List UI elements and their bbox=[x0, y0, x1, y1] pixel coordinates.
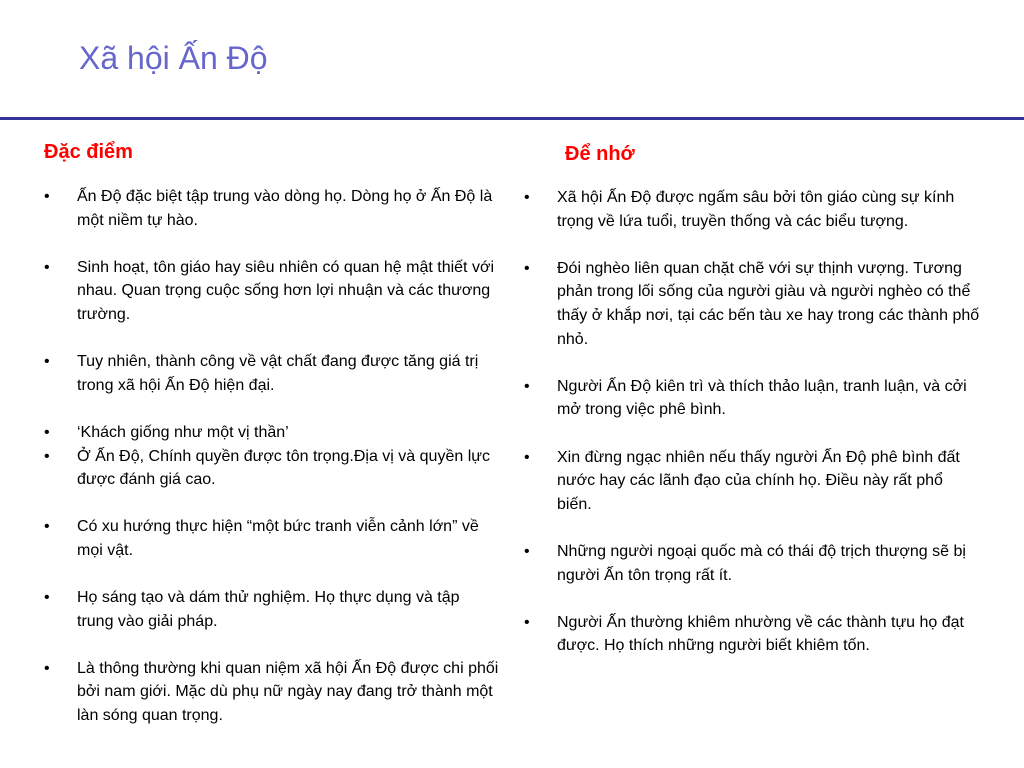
list-item bbox=[44, 515, 500, 562]
list-item-text: Đói nghèo liên quan chặt chẽ với sự thịnh vượng. Tương phản trong lối sống của người giàu và người nghèo có thể thấy ở khắp nơi, tại các bến tàu xe hay trong các thành phố nhỏ. bbox=[557, 259, 980, 348]
characteristics-list bbox=[44, 185, 500, 728]
bullet-icon: • bbox=[44, 518, 50, 536]
bullet-icon: • bbox=[44, 258, 50, 276]
list-item-text: Tuy nhiên, thành công về vật chất đang được tăng giá trị trong xã hội Ấn Độ hiện đại. bbox=[77, 353, 479, 394]
title-divider bbox=[0, 117, 1024, 120]
bullet-icon: • bbox=[44, 447, 50, 465]
bullet-icon: • bbox=[524, 448, 530, 466]
list-item bbox=[44, 421, 500, 445]
bullet-icon: • bbox=[524, 542, 530, 560]
list-item-text: ‘Khách giống như một vị thần’ bbox=[77, 423, 289, 441]
bullet-icon: • bbox=[44, 423, 50, 441]
bullet-icon: • bbox=[44, 188, 50, 205]
list-item bbox=[44, 657, 500, 728]
remember-heading: Để nhớ bbox=[565, 143, 635, 165]
bullet-icon: • bbox=[524, 259, 530, 277]
list-item bbox=[524, 257, 980, 351]
list-item bbox=[44, 185, 500, 232]
list-item-text: Người Ấn thường khiêm nhường về các thành tựu họ đạt được. Họ thích những người biết khiêm tốn. bbox=[557, 613, 964, 655]
list-item-text: Người Ấn Độ kiên trì và thích thảo luận, tranh luận, và cởi mở trong việc phê bình. bbox=[557, 377, 967, 419]
list-item-text: Xin đừng ngạc nhiên nếu thấy người Ấn Độ phê bình đất nước hay các lãnh đạo của chính họ. Điều này rất phổ biến. bbox=[557, 448, 960, 513]
list-item bbox=[524, 611, 980, 658]
list-item bbox=[44, 445, 500, 492]
list-item-text: Ở Ấn Độ, Chính quyền được tôn trọng.Địa vị và quyền lực được đánh giá cao. bbox=[77, 447, 490, 489]
remember-list bbox=[524, 186, 980, 658]
list-item-text: Sinh hoạt, tôn giáo hay siêu nhiên có quan hệ mật thiết với nhau. Quan trọng cuộc sống hơn lợi nhuận và các thương trường. bbox=[77, 258, 494, 323]
list-item-text: Ấn Độ đặc biệt tập trung vào dòng họ. Dòng họ ở Ấn Độ là một niềm tự hào. bbox=[77, 188, 493, 229]
bullet-icon: • bbox=[44, 589, 50, 607]
bullet-icon: • bbox=[44, 353, 50, 371]
list-item bbox=[44, 256, 500, 327]
list-item bbox=[524, 375, 980, 422]
slide-title: Xã hội Ấn Độ bbox=[79, 40, 268, 76]
bullet-icon: • bbox=[44, 659, 50, 677]
list-item-text: Là thông thường khi quan niệm xã hội Ấn Độ được chi phối bởi nam giới. Mặc dù phụ nữ ngày nay đang trở thành một làn sóng quan trọng. bbox=[77, 659, 499, 725]
list-item bbox=[524, 540, 980, 587]
list-item bbox=[44, 350, 500, 397]
list-item-text: Những người ngoại quốc mà có thái độ trịch thượng sẽ bị người Ấn tôn trọng rất ít. bbox=[557, 542, 966, 584]
bullet-icon: • bbox=[524, 377, 530, 395]
bullet-icon: • bbox=[524, 613, 530, 631]
list-item bbox=[44, 586, 500, 633]
characteristics-heading: Đặc điểm bbox=[44, 141, 133, 163]
list-item-text: Có xu hướng thực hiện “một bức tranh viễn cảnh lớn” về mọi vật. bbox=[77, 518, 479, 559]
list-item bbox=[524, 186, 980, 233]
list-item-text: Xã hội Ấn Độ được ngấm sâu bởi tôn giáo cùng sự kính trọng về lứa tuổi, truyền thống và các biểu tượng. bbox=[557, 189, 955, 230]
list-item-text: Họ sáng tạo và dám thử nghiệm. Họ thực dụng và tập trung vào giải pháp. bbox=[77, 589, 460, 630]
bullet-icon: • bbox=[524, 189, 530, 206]
list-item bbox=[524, 446, 980, 517]
